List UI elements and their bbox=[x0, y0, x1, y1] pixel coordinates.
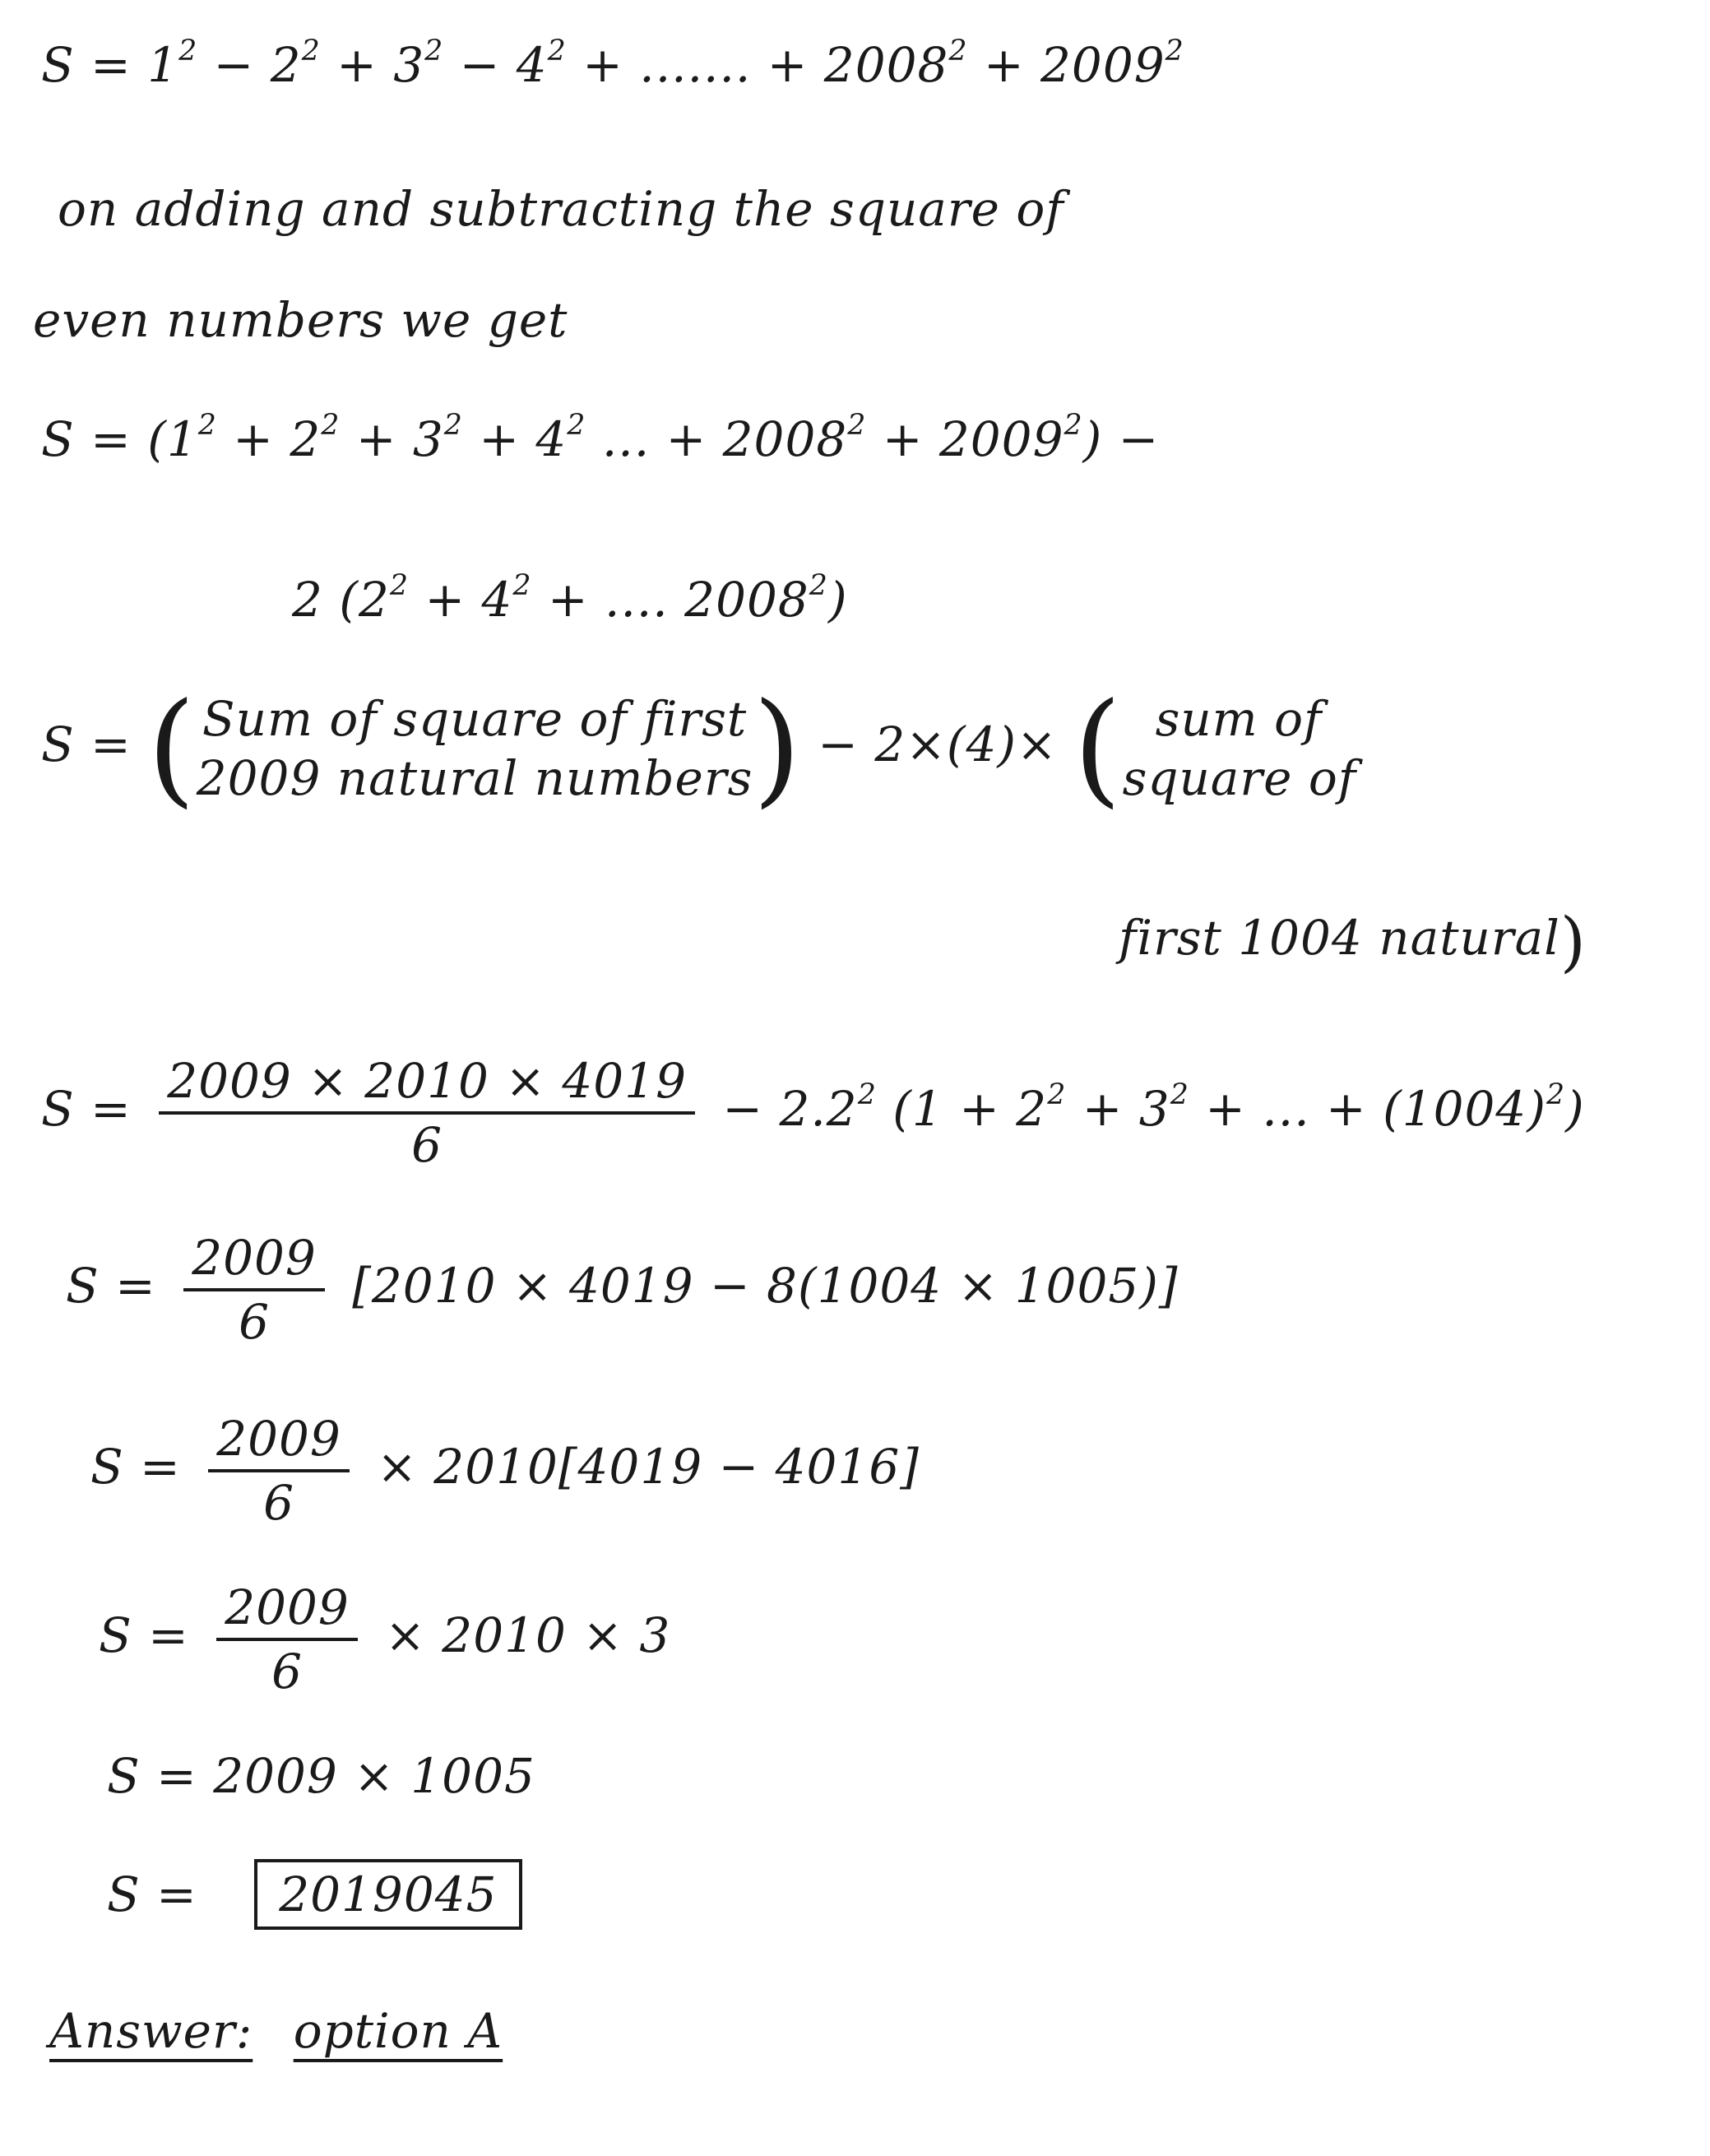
sum-description-tail: first 1004 natural) bbox=[1119, 903, 1587, 980]
answer-line bbox=[49, 2003, 503, 2059]
left-paren: ( bbox=[147, 677, 197, 820]
fraction-4: $\frac{2009}{6}$ bbox=[216, 1583, 358, 1695]
answer-option: option A bbox=[293, 2003, 503, 2059]
formula-application: S = $\frac{2009 \times 2010 \times 4019}{6}$ − $2.2^2$ ($1 + 2^2 + 3^2$ + ... + $(1004)^2$) bbox=[41, 1053, 1585, 1173]
first-group: Sum of square of first 2009 natural numbers bbox=[196, 690, 753, 806]
explanation-line-1: on adding and subtracting the square of bbox=[58, 181, 1064, 237]
even-squares-term: 2 ($2^2 + 4^2$ + .... 2008$^2$) bbox=[292, 568, 848, 628]
fraction-1: $\frac{2009 \times 2010 \times 4019}{6}$ bbox=[159, 1057, 695, 1169]
final-result: S = 2019045 bbox=[107, 1859, 522, 1930]
right-paren-2: ) bbox=[1559, 903, 1587, 980]
expanded-sum: $S = (1^2 + 2^2 + 3^2 + 4^2$ ... + $2008^2 + 2009^2$) − bbox=[41, 408, 1160, 467]
boxed-answer: 2019045 bbox=[254, 1859, 521, 1930]
reduced-product: S = 2009 × 1005 bbox=[107, 1748, 535, 1804]
answer-label: Answer: bbox=[49, 2003, 253, 2059]
sum-description: S = ( Sum of square of first 2009 natural numbers) − 2×(4)× ( sum of square of bbox=[41, 677, 1357, 820]
left-paren-2: ( bbox=[1073, 677, 1123, 820]
right-paren: ) bbox=[753, 677, 802, 820]
second-group: sum of square of bbox=[1122, 690, 1357, 806]
explanation-line-2: even numbers we get bbox=[33, 292, 568, 348]
product-step: S = $\frac{2009}{6}$ × 2010 × 3 bbox=[99, 1579, 671, 1699]
series-definition: $S = 1^2 - 2^2 + 3^2 - 4^2$ + ....... + $2008^2 + 2009^2$ bbox=[41, 34, 1184, 93]
factored-step: S = $\frac{2009}{6}$ [2010 × 4019 − 8(1004 × 1005)] bbox=[66, 1230, 1179, 1350]
simplified-step: S = $\frac{2009}{6}$ × 2010[4019 − 4016] bbox=[90, 1411, 920, 1531]
fraction-2: $\frac{2009}{6}$ bbox=[183, 1234, 325, 1346]
fraction-3: $\frac{2009}{6}$ bbox=[208, 1415, 350, 1527]
